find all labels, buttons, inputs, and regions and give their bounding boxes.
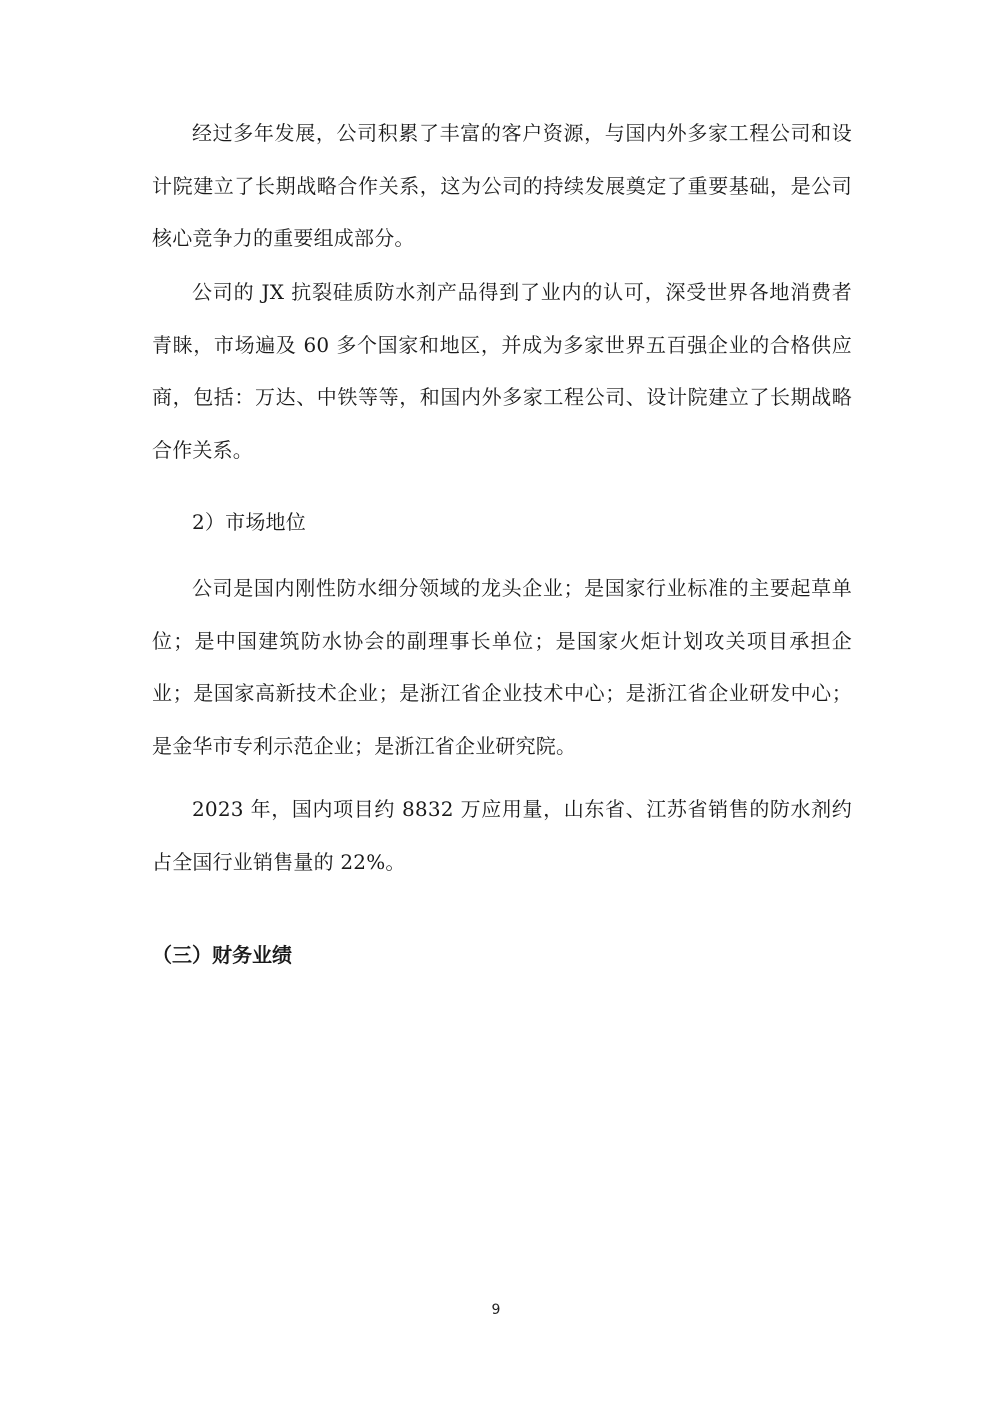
paragraph-product-recognition: 公司的 JX 抗裂硅质防水剂产品得到了业内的认可，深受世界各地消费者青睐，市场遍及 60 多个国家和地区，并成为多家世界五百强企业的合格供应商，包括：万达、中铁等等，和国内外多家工程公司、设计院建立了长期战略合作关系。 <box>152 280 852 462</box>
page-number: 9 <box>491 1302 501 1318</box>
section-heading-financial-performance: （三）财务业绩 <box>152 943 292 967</box>
subheading-market-position: 2）市场地位 <box>192 510 306 534</box>
paragraph-market-position: 公司是国内刚性防水细分领域的龙头企业；是国家行业标准的主要起草单位；是中国建筑防水协会的副理事长单位；是国家火炬计划攻关项目承担企业；是国家高新技术企业；是浙江省企业技术中心；是浙江省企业研发中心；是金华市专利示范企业；是浙江省企业研究院。 <box>152 576 852 758</box>
paragraph-customer-resources: 经过多年发展，公司积累了丰富的客户资源，与国内外多家工程公司和设计院建立了长期战略合作关系，这为公司的持续发展奠定了重要基础，是公司核心竞争力的重要组成部分。 <box>152 121 852 250</box>
paragraph-sales-2023: 2023 年，国内项目约 8832 万应用量，山东省、江苏省销售的防水剂约占全国行业销售量的 22%。 <box>152 797 852 874</box>
